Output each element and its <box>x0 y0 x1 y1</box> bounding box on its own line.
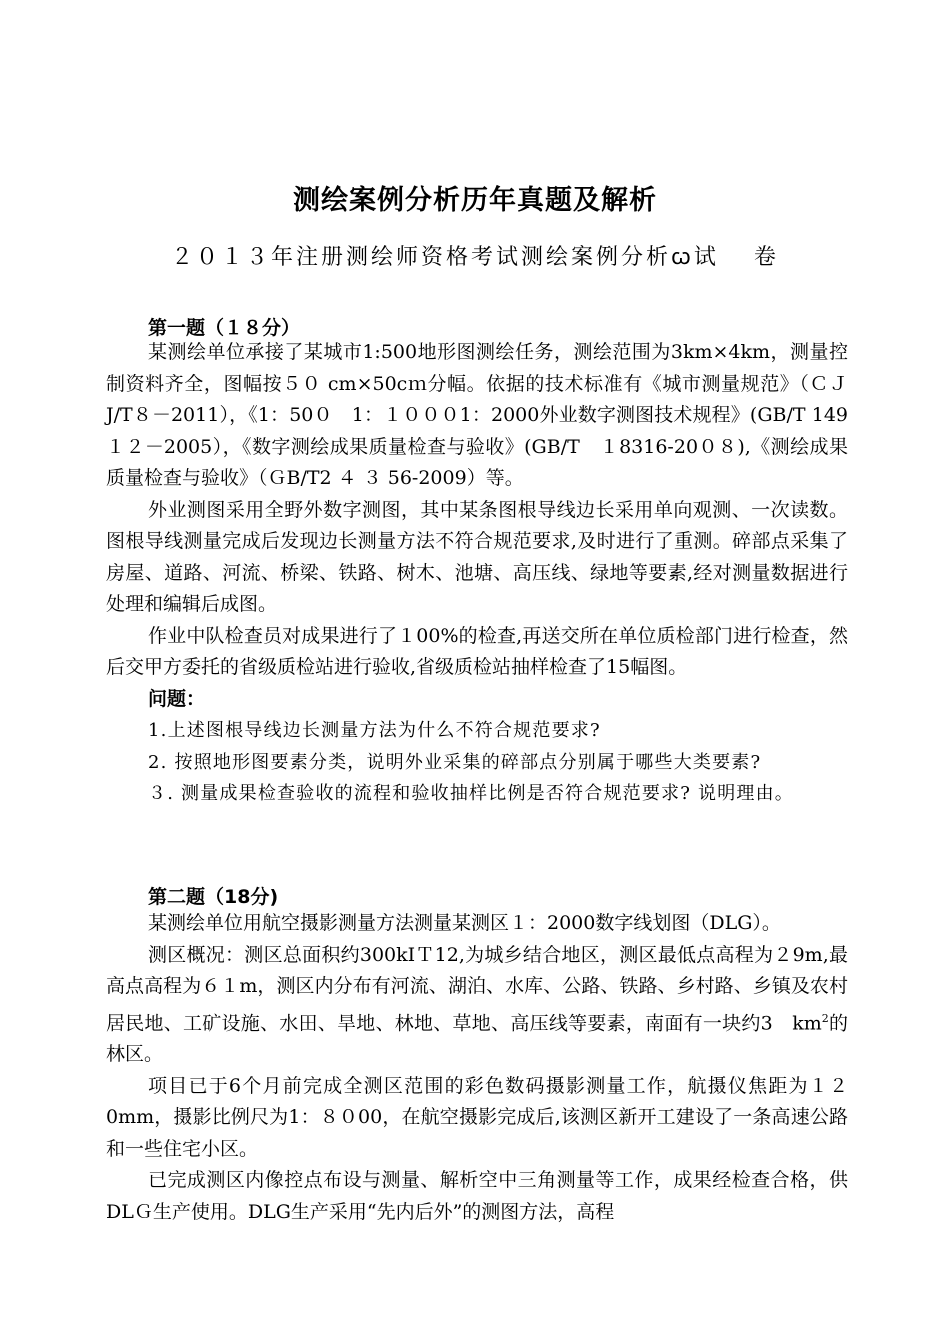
question-1-paragraph: 作业中队检查员对成果进行了１00%的检查,再送交所在单位质检部门进行检查，然后交甲方委托的省级质检站进行验收,省级质检站抽样检查了15幅图。 <box>106 624 848 678</box>
question-2-paragraph: 项目已于6个月前完成全测区范围的彩色数码摄影测量工作，航摄仪焦距为１２0mm，摄影比例尺为1：８０00，在航空摄影完成后,该测区新开工建设了一条高速公路和一些住宅小区。 <box>106 1074 848 1160</box>
document-title: 测绘案例分析历年真题及解析 <box>293 185 657 216</box>
question-1-paragraph: 外业测图采用全野外数字测图，其中某条图根导线边长采用单向观测、一次读数。图根导线测量完成后发现边长测量方法不符合规范要求,及时进行了重测。碎部点采集了房屋、道路、河流、桥梁、铁路、树木、池塘、高压线、绿地等要素,经对测量数据进行处理和编辑后成图。 <box>106 498 848 615</box>
document-subtitle: ２０１３年注册测绘师资格考试测绘案例分析ꞷ试 卷 <box>171 245 779 270</box>
question-2-heading: 第二题（18分) <box>148 886 279 908</box>
paragraph-text: 的林区。 <box>106 1011 848 1066</box>
questions-label: 问题： <box>148 687 206 710</box>
question-2-paragraph <box>106 940 848 1071</box>
superscript: 2 <box>821 1011 829 1025</box>
question-2-body <box>106 908 848 1228</box>
question-item: 1.上述图根导线边长测量方法为什么不符合规范要求? <box>148 720 601 741</box>
paragraph-text: 测区概况：测区总面积约300kIＴ12,为城乡结合地区，测区最低点高程为２9m,最高点高程为６１m，测区内分布有河流、湖泊、水库、公路、铁路、乡村路、乡镇及农村居民地、工矿设施、水田、旱地、林地、草地、高压线等要素，南面有一块约3 km <box>106 943 848 1034</box>
question-2-paragraph: 某测绘单位用航空摄影测量方法测量某测区１：2000数字线划图（DLG）。 <box>148 912 781 934</box>
question-item: ３. 测量成果检查验收的流程和验收抽样比例是否符合规范要求? 说明理由。 <box>148 783 795 804</box>
question-1-heading: 第一题（１８分） <box>148 317 301 339</box>
question-1-paragraph: 某测绘单位承接了某城市1:500地形图测绘任务，测绘范围为3km×4km，测量控制资料齐全，图幅按５０ cm×50cｍ分幅。依据的技术标准有《城市测量规范》（ＣＪ J/T８－2011），《1：50０ 1：１０００1：2000外业数字测图技术规程》(GB/T 149 １２－2005），《数字测绘成果质量检查与验收》(GB/T １8316-20０８),《测绘成果质量检查与验收》（ＧB/T2 ４ ３ 56-2009）等。 <box>106 341 848 489</box>
question-item: 2. 按照地形图要素分类，说明外业采集的碎部点分别属于哪些大类要素? <box>148 751 762 773</box>
question-2-paragraph: 已完成测区内像控点布设与测量、解析空中三角测量等工作，成果经检查合格，供DLＧ生产使用。DLG生产采用“先内后外”的测图方法，高程 <box>106 1169 848 1223</box>
question-1-body <box>106 337 848 810</box>
